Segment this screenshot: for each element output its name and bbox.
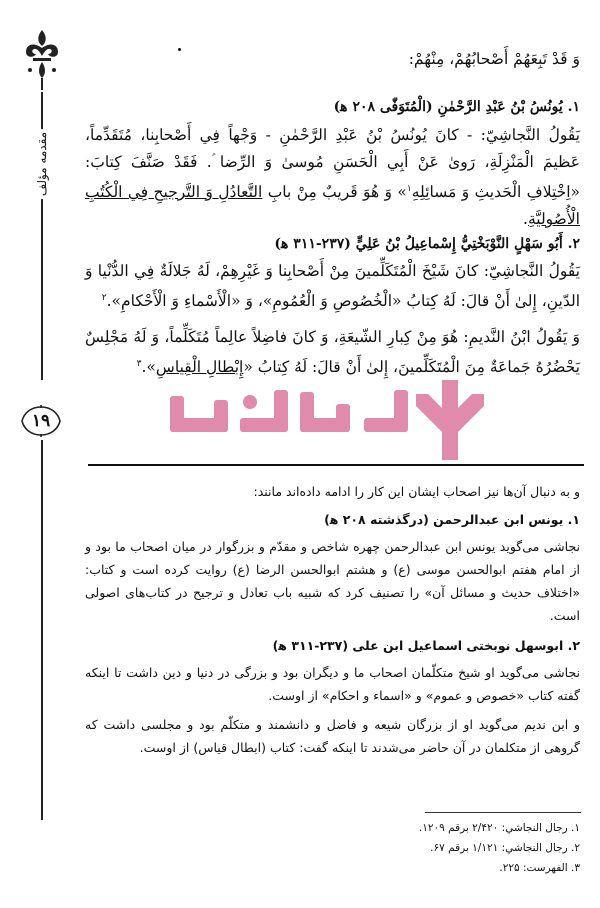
footnote-marker: ۱ <box>406 184 412 194</box>
persian-heading-1: ۱. يونس ابن عبدالرحمن (درگذشته ۲۰۸ ه‍) <box>324 512 580 527</box>
footnote-marker: ۳ <box>136 359 142 369</box>
persian-heading-2: ۲. ابوسهل نوبختى اسماعيل ابن على (۲۳۷-۳۱۱ ه‍) <box>272 638 580 653</box>
section-divider <box>88 464 584 466</box>
arabic-book-title: الْأَسْماءِ وَ الْأَحْكامِ <box>121 292 232 311</box>
footnote-rule <box>425 812 581 813</box>
persian-intro: و به دنبال آن‌ها نيز اصحاب ايشان اين كار را ادامه داده‌اند مانند: <box>253 484 580 499</box>
footnote-2: ۲. رجال النجاشي: ۱/۱۲۱ برقم ۶۷. <box>430 842 580 854</box>
arabic-paragraph-1: يَقُولُ النَّجاشِيّ: - كانَ يُونُسُ بْنُ عَبْدِ الرَّحْمٰنِ - وَجْهاً فِي أَصْحابِنا، مُتَقَدِّماً، عَظيمَ الْمَنْزِلَةِ، رَوىٰ عَنْ أَبِي الْحَسَنِ مُوسىٰ وَ الرِّضا ؑ. فَقَدْ صَنَّفَ كِتابَ: «اِخْتِلافِ الْحَديثِ وَ مَسائِلِهِ$^۱$» وَ هُوَ قَريبٌ مِنْ بابِ التَّعادُلِ وَ التَّرجيحِ فِي الْكُتُبِ الْأُصُوليَّةِ. <box>85 126 580 229</box>
arabic-book-title: اِخْتِلافِ الْحَديثِ وَ مَسائِلِهِ <box>411 183 571 202</box>
arabic-heading-2: ۲. أَبُو سَهْلٍ النَّوْبَخْتِيُّ إِسْماعِيلُ بْنُ عَلِيٍّ (۲۳۷-۳۱۱ ه‍) <box>274 236 580 252</box>
footnote-marker: ۲ <box>101 293 107 303</box>
arabic-paragraph-2: يَقُولُ النَّجاشِيّ: كانَ شَيْخَ الْمُتَكَلِّمينَ مِنْ أَصْحابِنا وَ غَيْرِهِمْ، لَهُ جَلالَةٌ فِي الدُّنْيا وَ الدّينِ، إِلىٰ أَنْ قالَ: لَهُ كِتابُ «الْخُصُوصِ وَ الْعُمُومِ»، وَ «الْأَسْماءِ وَ الْأَحْكامِ».$^۲$ <box>85 262 580 311</box>
footnote-1: ۱. رجال النجاشي: ۲/۴۲۰ برقم ۱۲۰۹. <box>418 822 580 834</box>
persian-paragraph-1: نجاشى مى‌گويد يونس ابن عبدالرحمن چهره شاخص و مقدّم و بزرگوار در ميان اصحاب ما بود و از امام هفتم ابوالحسن موسى (ع) و هشتم ابوالحسن الرضا (ع) روايت كرده است و كتاب: «اختلاف حديث و مسائل آن» را تصنيف كرد كه شبيه باب تعادل و ترجيح در كتاب‌هاى اصولى است. <box>85 539 580 623</box>
arabic-book-title: إِبْطالِ الْقِياسِ <box>155 358 244 377</box>
page-number: ۱۹ <box>20 405 62 437</box>
arabic-heading-1: ۱. يُونُسُ بْنُ عَبْدِ الرَّحْمٰنِ (الْمُتَوَفّٰى ۲۰۸ ه‍) <box>333 99 580 115</box>
footnote-3: ۳. الفهرست: ۲۲۵. <box>499 862 580 874</box>
arabic-intro: وَ قَدْ تَبِعَهُمْ أَصْحابُهُمْ، مِنْهُمْ: <box>408 50 580 68</box>
arabic-paragraph-3: وَ يَقُولُ ابْنُ النَّديمِ: هُوَ مِنْ كِبارِ الشّيعَةِ، وَ كانَ فاضِلاً عالِماً مُتَكَلِّماً، وَ لَهُ مَجْلِسٌ يَحْضُرُهُ جَماعَةٌ مِنَ الْمُتَكَلِّمينَ، إِلىٰ أَنْ قالَ: لَهُ كِتابُ «إِبْطالِ الْقِياسِ».$^۳$ <box>85 328 580 377</box>
margin-rule-bottom <box>41 440 43 820</box>
fleur-ornament-icon <box>22 28 62 90</box>
publisher-watermark-logo <box>150 370 550 465</box>
persian-paragraph-2: نجاشى مى‌گويد او شيخ متكلّمان اصحاب ما و ديگران بود و بزرگى در دنيا و دين داشت تا اينكه گفته كتاب «خصوص و عموم» و «اسماء و احكام» از اوست. <box>85 665 580 703</box>
persian-paragraph-3: و ابن نديم مى‌گويد او از بزرگان شيعه و فاضل و دانشمند و متكلّم بود و مجلسى داشت كه گروهى از متكلمان در آن حاضر مى‌شدند تا اينكه گفت: كتاب (ابطال قياس) از اوست. <box>85 717 580 755</box>
arabic-underlined-phrase: التَّعادُلِ وَ التَّرجيحِ فِي الْكُتُبِ الْأُصُوليَّةِ <box>85 183 580 229</box>
running-title: مقدمه مؤلف <box>18 140 66 188</box>
arabic-book-title: الْخُصُوصِ وَ الْعُمُومِ <box>272 292 393 311</box>
